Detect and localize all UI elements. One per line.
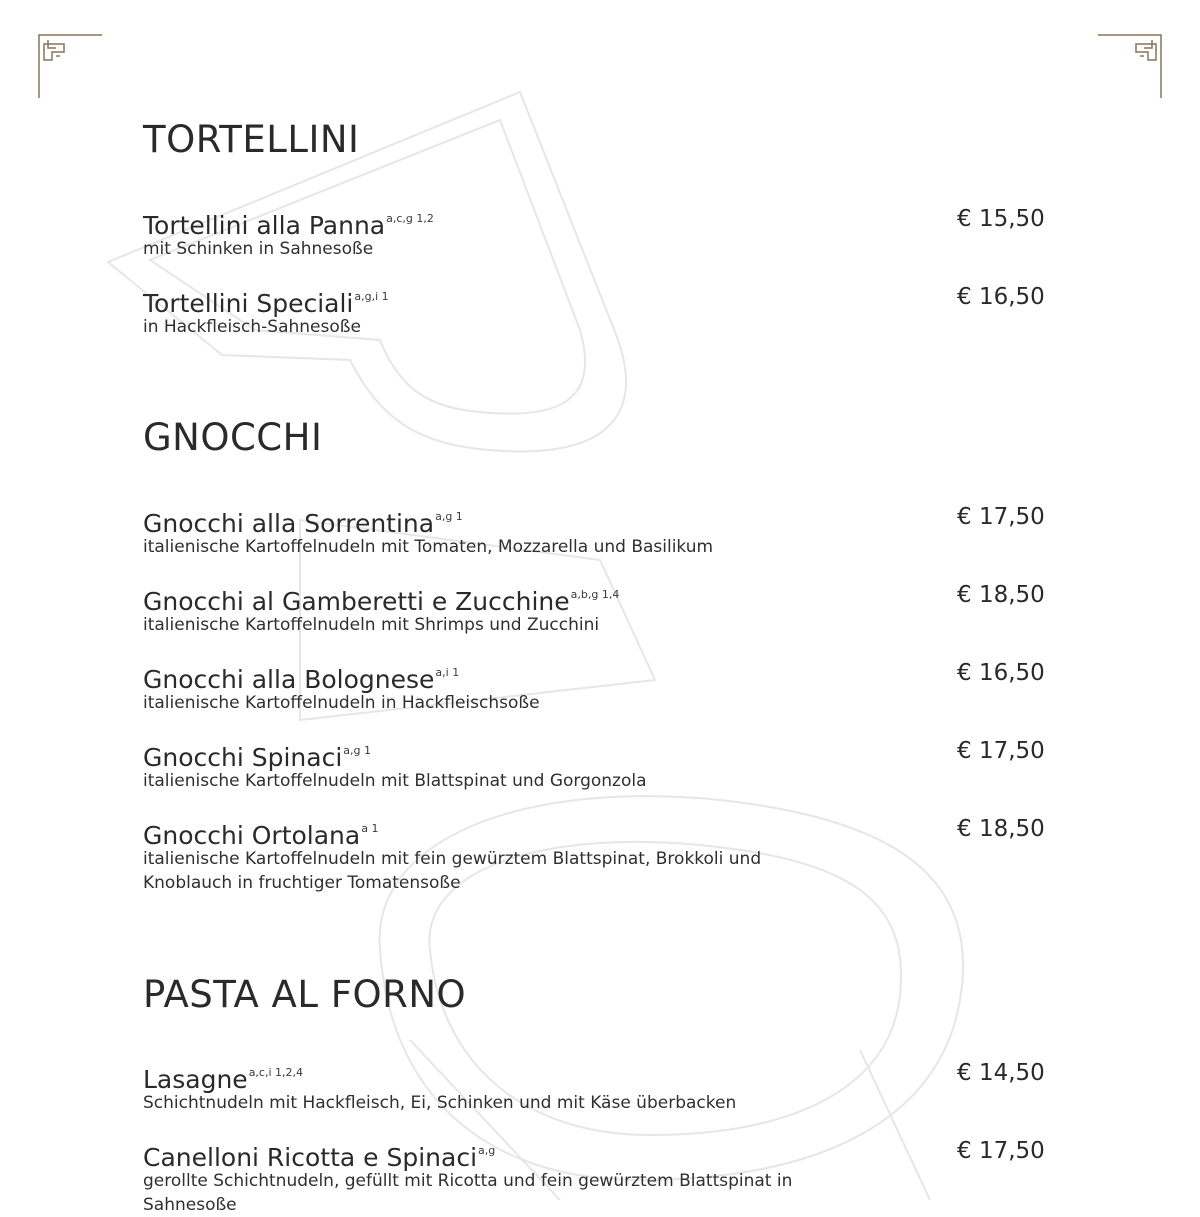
dish-description: italienische Kartoffelnudeln mit Blattspinat und Gorgonzola xyxy=(143,771,647,791)
section-title-tortellini: TORTELLINI xyxy=(143,118,360,161)
menu-item xyxy=(143,1058,1043,1118)
allergen-codes: a 1 xyxy=(361,822,379,835)
allergen-codes: a,g,i 1 xyxy=(354,290,389,303)
dish-name: Gnocchi alla Bolognese xyxy=(143,665,435,694)
dish-price: € 14,50 xyxy=(957,1060,1045,1086)
dish-name: Gnocchi alla Sorrentina xyxy=(143,509,435,538)
menu-item xyxy=(143,736,1043,796)
menu-item xyxy=(143,502,1043,562)
menu-item xyxy=(143,580,1043,640)
section-title-gnocchi: GNOCCHI xyxy=(143,416,323,459)
menu-item xyxy=(143,1136,1045,1215)
menu-item xyxy=(143,814,1043,898)
dish-description: italienische Kartoffelnudeln mit fein gewürztem Blattspinat, Brokkoli und Knoblauch in fruchtiger Tomatensoße xyxy=(143,849,762,893)
dish-description: italienische Kartoffelnudeln mit Tomaten, Mozzarella und Basilikum xyxy=(143,537,714,557)
dish-name: Lasagne xyxy=(143,1065,248,1094)
allergen-codes: a,g 1 xyxy=(435,510,463,523)
allergen-codes: a,c,g 1,2 xyxy=(386,212,434,225)
allergen-codes: a,g 1 xyxy=(343,744,371,757)
dish-description: gerollte Schichtnudeln, gefüllt mit Ricotta und fein gewürztem Blattspinat in Sahnesoße xyxy=(143,1171,793,1215)
dish-price: € 16,50 xyxy=(957,660,1045,686)
dish-price: € 18,50 xyxy=(957,816,1045,842)
dish-name: Tortellini alla Panna xyxy=(143,211,386,240)
dish-price: € 17,50 xyxy=(957,1138,1045,1164)
dish-price: € 17,50 xyxy=(957,504,1045,530)
dish-name: Tortellini Speciali xyxy=(143,289,354,318)
dish-price: € 16,50 xyxy=(957,284,1045,310)
menu-item xyxy=(143,282,1043,342)
dish-price: € 15,50 xyxy=(957,206,1045,232)
dish-price: € 17,50 xyxy=(957,738,1045,764)
allergen-codes: a,b,g 1,4 xyxy=(570,588,620,601)
dish-description: italienische Kartoffelnudeln mit Shrimps und Zucchini xyxy=(143,615,600,635)
menu-item xyxy=(143,658,1043,718)
dish-description: Schichtnudeln mit Hackfleisch, Ei, Schinken und mit Käse überbacken xyxy=(143,1093,737,1113)
dish-name: Gnocchi Spinaci xyxy=(143,743,343,772)
section-title-pasta-al-forno: PASTA AL FORNO xyxy=(143,973,467,1016)
allergen-codes: a,g xyxy=(478,1144,496,1157)
corner-ornament-right-icon xyxy=(1060,0,1200,110)
dish-name: Gnocchi Ortolana xyxy=(143,821,361,850)
dish-name: Canelloni Ricotta e Spinaci xyxy=(143,1143,478,1172)
menu-item xyxy=(143,204,1043,264)
dish-description: in Hackfleisch-Sahnesoße xyxy=(143,317,361,337)
allergen-codes: a,i 1 xyxy=(435,666,460,679)
corner-ornament-left-icon xyxy=(0,0,140,110)
dish-description: italienische Kartoffelnudeln in Hackfleischsoße xyxy=(143,693,540,713)
dish-description: mit Schinken in Sahnesoße xyxy=(143,239,374,259)
dish-name: Gnocchi al Gamberetti e Zucchine xyxy=(143,587,570,616)
dish-price: € 18,50 xyxy=(957,582,1045,608)
allergen-codes: a,c,i 1,2,4 xyxy=(248,1066,304,1079)
